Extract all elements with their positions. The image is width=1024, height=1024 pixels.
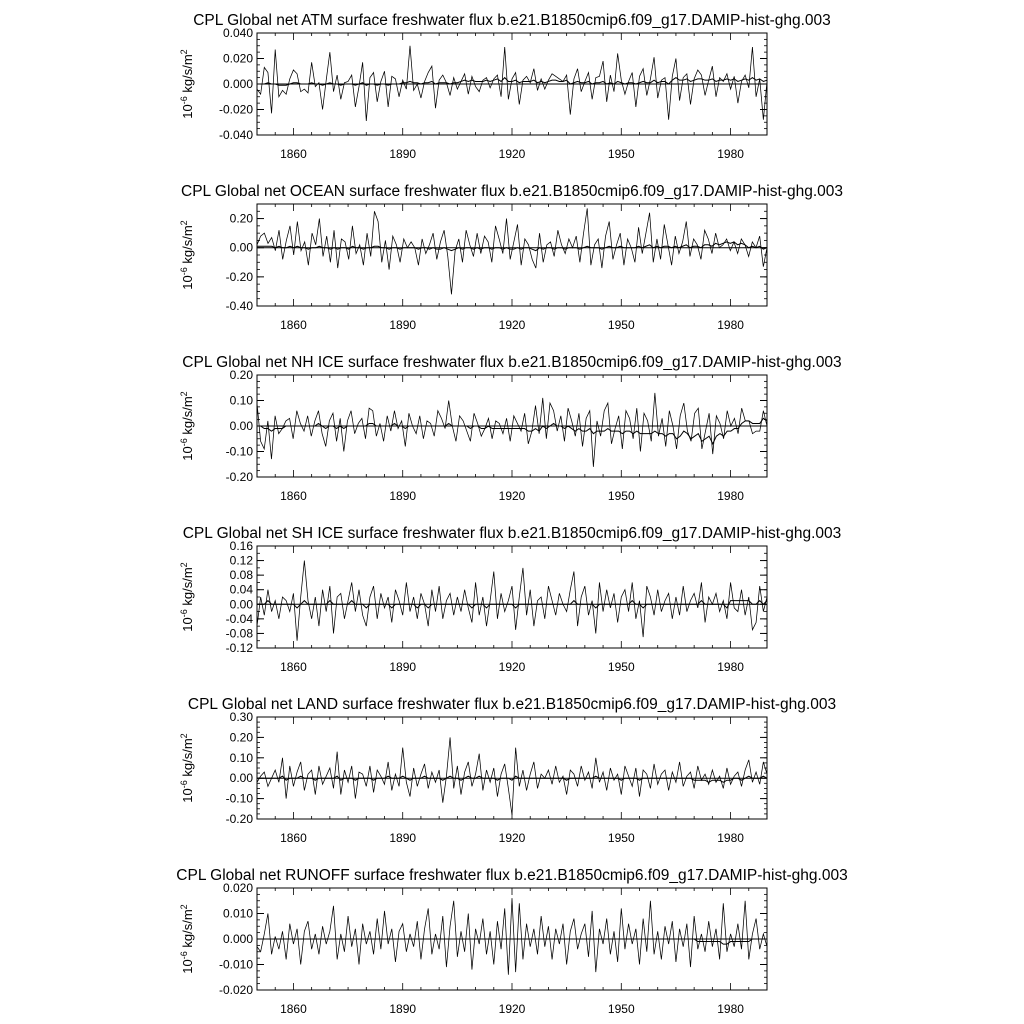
y-axis-label-base: 10 [180,959,195,974]
y-axis-label-exponent: -6 [179,609,189,618]
y-tick-label: -0.010 [218,957,253,972]
y-axis-label-base: 10 [180,275,195,290]
x-tick-label: 1920 [498,147,526,161]
chart-panel-1 [179,12,831,161]
chart-panel-2 [179,183,843,332]
y-tick-label: -0.20 [225,812,253,826]
y-axis-label [179,904,195,973]
series-line-annual [257,393,767,467]
y-tick-label: -0.20 [225,269,253,284]
y-axis-label-units: kg/s/m [180,225,195,268]
x-tick-label: 1920 [498,318,526,332]
x-tick-label: 1890 [389,318,417,332]
y-tick-label: 0.000 [222,77,253,91]
x-tick-label: 1890 [389,660,417,674]
plot-frame [257,717,767,819]
y-tick-label: -0.08 [225,626,253,641]
chart-title: CPL Global net SH ICE surface freshwater flux b.e21.B1850cmip6.f09_g17.DAMIP-hist-ghg.003 [182,525,842,542]
y-tick-label: 0.00 [229,240,253,255]
y-axis-label-exponent: -6 [179,267,189,276]
y-axis-label-units: kg/s/m [180,54,195,97]
series-line-smoothed [257,776,767,782]
x-tick-label: 1920 [498,831,526,845]
x-tick-label: 1920 [498,489,526,503]
x-tick-label: 1860 [280,831,307,845]
y-tick-label: 0.04 [229,582,253,597]
y-axis-label-units: kg/s/m [180,567,195,610]
x-tick-label: 1890 [389,1002,417,1016]
y-axis-label-square: 2 [179,733,189,739]
y-axis-label-square: 2 [179,49,189,55]
y-tick-label: -0.10 [225,444,253,459]
y-tick-label: -0.12 [225,641,253,655]
y-axis-label-exponent: -6 [179,96,189,105]
chart-panel-4 [179,525,841,674]
x-tick-label: 1980 [717,318,744,332]
y-tick-label: -0.040 [218,128,253,142]
x-tick-label: 1950 [607,147,635,161]
y-tick-label: -0.40 [225,299,253,313]
y-axis-label-units: kg/s/m [180,396,195,439]
y-tick-label: -0.20 [225,470,253,484]
x-tick-label: 1860 [280,318,307,332]
y-tick-label: 0.16 [229,539,253,553]
chart-panel-6 [176,867,847,1016]
x-tick-label: 1950 [607,831,635,845]
y-tick-label: 0.020 [222,881,253,895]
x-tick-label: 1890 [389,489,417,503]
x-tick-label: 1860 [280,489,307,503]
series-line-annual [257,898,767,975]
x-tick-label: 1920 [498,1002,526,1016]
y-tick-label: 0.10 [229,393,253,408]
x-tick-label: 1980 [717,489,744,503]
x-tick-label: 1980 [717,660,744,674]
y-axis-label-square: 2 [179,562,189,568]
series-line-annual [257,46,767,121]
y-tick-label: 0.00 [229,419,253,433]
chart-title: CPL Global net RUNOFF surface freshwater flux b.e21.B1850cmip6.f09_g17.DAMIP-hist-ghg.003 [176,867,848,884]
y-tick-label: 0.12 [229,553,253,568]
y-tick-label: -0.020 [218,983,253,997]
y-tick-label: 0.020 [222,51,253,66]
chart-panel-3 [179,354,842,503]
y-axis-label-units: kg/s/m [180,738,195,781]
y-tick-label: 0.08 [229,568,253,583]
x-tick-label: 1890 [389,147,417,161]
y-axis-label-units: kg/s/m [180,909,195,952]
y-axis-label [179,733,195,802]
chart-title: CPL Global net LAND surface freshwater flux b.e21.B1850cmip6.f09_g17.DAMIP-hist-ghg.003 [187,696,837,713]
series-line-smoothed [257,242,767,251]
y-axis-label-base: 10 [180,617,195,632]
y-tick-label: 0.00 [229,597,253,612]
series-line-annual [257,737,767,815]
y-axis-label-square: 2 [179,904,189,910]
y-tick-label: 0.30 [229,710,253,724]
y-axis-label-exponent: -6 [179,438,189,447]
x-tick-label: 1860 [280,147,307,161]
y-tick-label: 0.00 [229,771,253,786]
chart-title: CPL Global net NH ICE surface freshwater flux b.e21.B1850cmip6.f09_g17.DAMIP-hist-ghg.003 [182,354,842,371]
y-axis-label [179,391,195,460]
y-tick-label: -0.020 [218,102,253,117]
x-tick-label: 1950 [607,1002,635,1016]
y-axis-label [179,562,195,631]
y-axis-label-exponent: -6 [179,951,189,960]
x-tick-label: 1950 [607,318,635,332]
y-axis-label-base: 10 [180,104,195,119]
x-tick-label: 1980 [717,147,744,161]
y-tick-label: 0.040 [222,26,253,40]
chart-title: CPL Global net OCEAN surface freshwater flux b.e21.B1850cmip6.f09_g17.DAMIP-hist-ghg.003 [181,183,843,200]
y-axis-label-base: 10 [180,446,195,461]
x-tick-label: 1980 [717,1002,744,1016]
y-tick-label: -0.04 [225,611,253,626]
x-tick-label: 1950 [607,660,635,674]
y-tick-label: 0.010 [222,906,253,921]
chart-title: CPL Global net ATM surface freshwater flux b.e21.B1850cmip6.f09_g17.DAMIP-hist-ghg.003 [193,12,831,29]
y-tick-label: 0.20 [229,368,253,382]
x-tick-label: 1920 [498,660,526,674]
y-axis-label-square: 2 [179,220,189,226]
y-tick-label: -0.10 [225,791,253,806]
y-axis-label-exponent: -6 [179,780,189,789]
series-line-annual [257,208,767,294]
y-tick-label: 0.000 [222,932,253,946]
y-axis-label [179,220,195,289]
y-axis-label [179,49,195,118]
series-line-annual [257,561,767,641]
y-tick-label: 0.20 [229,211,253,226]
y-tick-label: 0.20 [229,730,253,745]
x-tick-label: 1980 [717,831,744,845]
series-line-smoothed [257,939,767,944]
x-tick-label: 1860 [280,660,307,674]
x-tick-label: 1950 [607,489,635,503]
chart-panel-5 [179,696,836,845]
y-axis-label-base: 10 [180,788,195,803]
y-axis-label-square: 2 [179,391,189,397]
x-tick-label: 1890 [389,831,417,845]
x-tick-label: 1860 [280,1002,307,1016]
y-tick-label: 0.10 [229,750,253,765]
